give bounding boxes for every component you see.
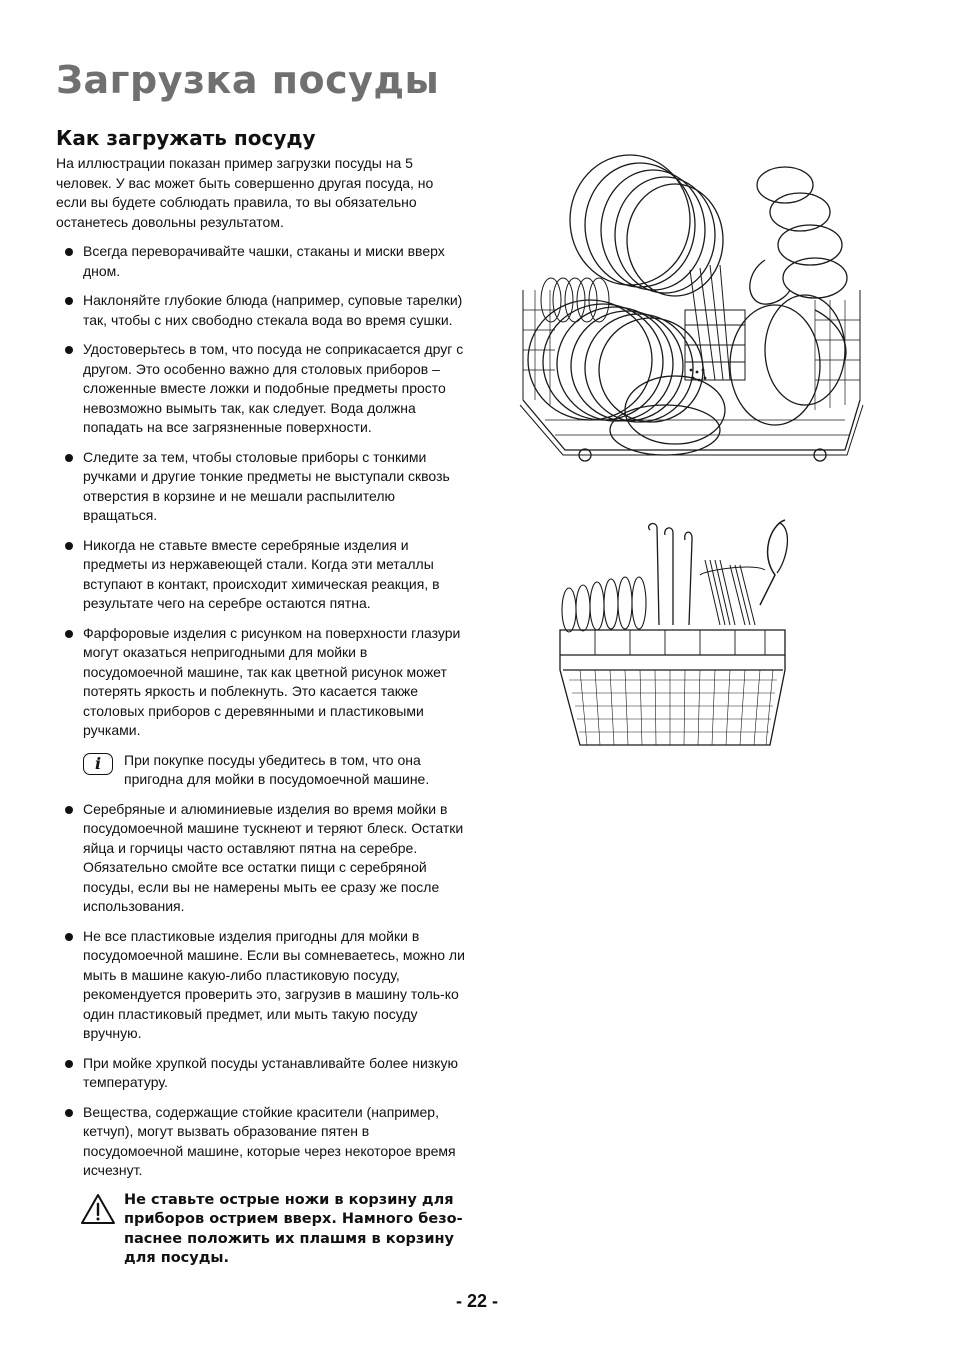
page-number: - 22 - <box>455 1291 498 1311</box>
info-icon: i <box>83 753 113 775</box>
bullet-icon <box>65 346 73 354</box>
list-item: Следите за тем, чтобы столовые приборы с тонкими ручками и другие тонкие предметы не выступали сквозь отверстия в корзине и не мешали распылителю вращаться. <box>56 448 466 526</box>
bullet-icon <box>65 454 73 462</box>
dish-basket-illustration <box>515 150 865 475</box>
bullet-icon <box>65 248 73 256</box>
list-item: Удостоверьтесь в том, что посуда не соприкасается друг с другом. Это особенно важно для столовых приборов – сложенные вместе ложки и подобные предметы просто невозможно вымыть так, как следует. Вода должна попадать на все загрязненные поверхности. <box>56 340 466 438</box>
list-item: Фарфоровые изделия с рисунком на поверхности глазури могут оказаться непригодными для мойки в посудомоечной машине, так как цветной рисунок может потерять яркость и поблекнуть. Это касается также столовых приборов с деревянными и пластиковыми ручками. <box>56 624 466 741</box>
bullet-icon <box>65 297 73 305</box>
bullet-icon <box>65 630 73 638</box>
info-note-text: При покупке посуды убедитесь в том, что она пригодна для мойки в посудомоечной машине. <box>124 751 430 787</box>
list-item: Вещества, содержащие стойкие красители (например, кетчуп), могут вызвать образование пятен в посудомоечной машине, которые через некоторое время исчезнут. <box>56 1103 466 1181</box>
list-item: Не все пластиковые изделия пригодны для мойки в посудомоечной машине. Если вы сомневаетесь, можно ли мыть в машине какую-либо пластиковую посуду, рекомендуется проверить это, загрузив в машину толь-ко один пластиковый предмет, или мыть такую посуду вручную. <box>56 927 466 1044</box>
list-item: При мойке хрупкой посуды устанавливайте более низкую температуру. <box>56 1054 466 1093</box>
cutlery-basket-illustration <box>555 515 790 755</box>
section-subtitle: Как загружать посуду <box>56 126 316 150</box>
list-item: Всегда переворачивайте чашки, стаканы и миски вверх дном. <box>56 242 466 281</box>
list-item: Наклоняйте глубокие блюда (например, суповые тарелки) так, чтобы с них свободно стекала вода во время сушки. <box>56 291 466 330</box>
instruction-list <box>56 242 466 1269</box>
warning-text: Не ставьте острые ножи в корзину для приборов острием вверх. Намного безо-паснее положить их плашмя в корзину для посуды. <box>124 1191 463 1266</box>
info-note <box>56 751 466 790</box>
list-item: Серебряные и алюминиевые изделия во время мойки в посудомоечной машине тускнеют и теряют блеск. Остатки яйца и горчицы часто оставляют пятна на серебре. Обязательно смойте все остатки пищи с серебряной посуды, если вы не намерены мыть ее сразу же после использования. <box>56 800 466 917</box>
intro-paragraph: На иллюстрации показан пример загрузки посуды на 5 человек. У вас может быть совершенно другая посуда, но если вы будете соблюдать правила, то вы обязательно останетесь довольны результатом. <box>56 155 434 230</box>
bullet-icon <box>65 806 73 814</box>
page-title: Загрузка посуды <box>56 58 440 102</box>
list-item: Никогда не ставьте вместе серебряные изделия и предметы из нержавеющей стали. Когда эти металлы вступают в контакт, происходит химическая реакция, в результате чего на серебре остаются пятна. <box>56 536 466 614</box>
warning-note <box>56 1191 466 1269</box>
warning-icon <box>80 1193 116 1225</box>
bullet-icon <box>65 542 73 550</box>
bullet-icon <box>65 1060 73 1068</box>
bullet-icon <box>65 933 73 941</box>
bullet-icon <box>65 1109 73 1117</box>
